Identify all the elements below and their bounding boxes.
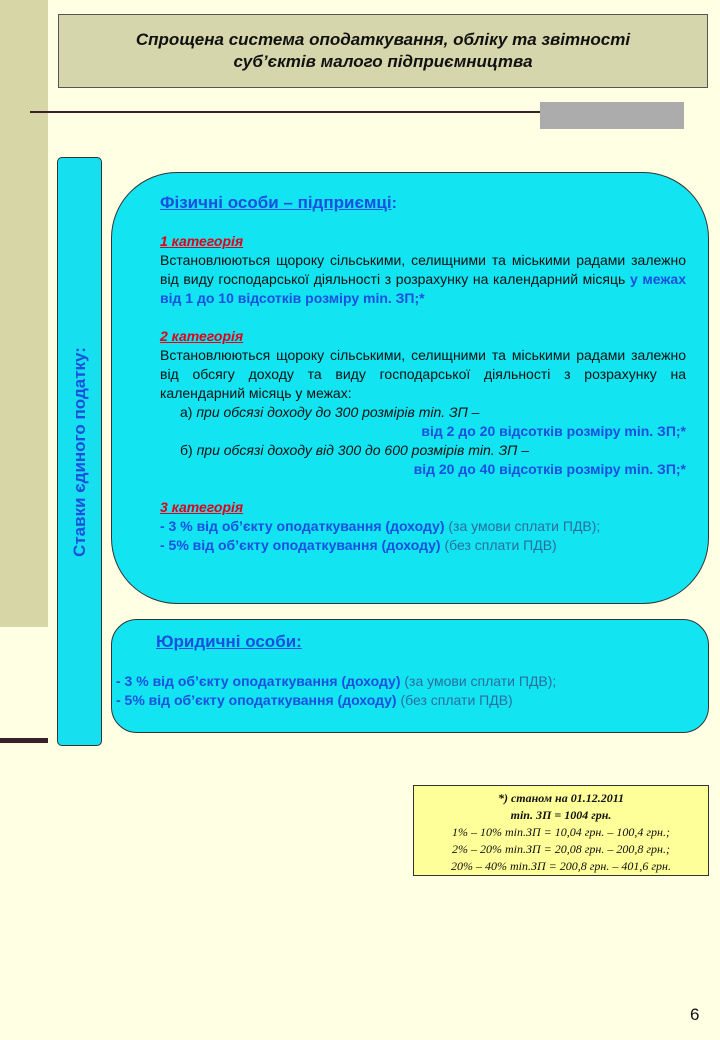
legal-item-2-note: (без сплати ПДВ) [400,692,513,708]
category-3-item-1-note: (за умови сплати ПДВ); [448,518,601,534]
footnote-date: *) станом на 01.12.2011 [497,791,625,805]
category-3-item-2-note: (без сплати ПДВ) [444,537,557,553]
category-3-item-1-main: - 3 % від об’єкту оподаткування (доходу) [160,518,445,534]
title-line-2: суб’єктів малого підприємництва [233,52,533,71]
option-a-text: при обсязі доходу до 300 розмірів min. ЗП – [196,404,480,420]
category-2-option-a [160,403,686,422]
option-a-prefix: а) [180,404,193,420]
page-number: 6 [690,1005,700,1024]
legal-item-1-note: (за умови сплати ПДВ); [404,673,557,689]
category-1-description: Встановлюються щороку сільськими, селищними та міськими радами залежно від виду господарської діяльності з розрахунку на календарний місяць [160,252,686,287]
category-2-option-b [160,441,686,460]
legal-item-2 [116,691,698,710]
category-1-text [160,251,686,308]
individuals-header-colon: : [391,195,397,212]
page-title [58,14,708,88]
title-line-1: Спрощена система оподаткування, обліку та звітності [135,30,631,49]
category-3-item-1 [160,517,686,536]
category-2-option-b-rate: від 20 до 40 відсотків розміру min. ЗП;* [413,461,686,477]
legal-item-1 [116,672,698,691]
footnote-box [413,785,709,876]
individual-entrepreneurs-panel [111,172,709,604]
category-3-item-2-main: - 5% від об’єкту оподаткування (доходу) [160,537,441,553]
individuals-header[interactable]: Фізичні особи – підприємці [160,193,392,212]
legal-item-1-main: - 3 % від об’єкту оподаткування (доходу) [116,673,401,689]
option-b-text: при обсязі доходу від 300 до 600 розмірів min. ЗП – [196,442,529,458]
category-3-item-2 [160,536,686,555]
legal-item-2-main: - 5% від об’єкту оподаткування (доходу) [116,692,397,708]
footnote-min-wage: min. ЗП = 1004 грн. [510,808,612,822]
tax-rates-side-label: Ставки єдиного податку: [69,346,89,557]
decor-gray-block [540,102,684,129]
category-1-label[interactable]: 1 категорія [160,233,244,249]
category-2-label[interactable]: 2 категорія [160,328,244,344]
footnote-range-3: 20% – 40% min.ЗП = 200,8 грн. – 401,6 грн. [451,859,671,873]
left-decor-band [0,0,48,627]
footnote-range-1: 1% – 10% min.ЗП = 10,04 грн. – 100,4 грн.; [452,825,670,839]
category-3-label[interactable]: 3 категорія [160,499,244,515]
individuals-header-row [160,193,686,213]
legal-entities-panel [111,619,709,733]
category-2-option-a-rate: від 2 до 20 відсотків розміру min. ЗП;* [421,423,686,439]
category-1-rate: у межах від 1 до 10 відсотків розміру min. ЗП;* [160,271,687,306]
left-decor-stub [0,738,48,743]
legal-entities-header[interactable]: Юридичні особи: [156,632,302,651]
footnote-range-2: 2% – 20% min.ЗП = 20,08 грн. – 200,8 грн.; [452,842,670,856]
category-2-description: Встановлюються щороку сільськими, селищними та міськими радами залежно від обсягу доходу та виду господарської діяльності з розрахунку на календарний місяць у межах: [160,347,686,401]
option-b-prefix: б) [180,442,193,458]
tax-rates-side-label-box [57,157,102,746]
